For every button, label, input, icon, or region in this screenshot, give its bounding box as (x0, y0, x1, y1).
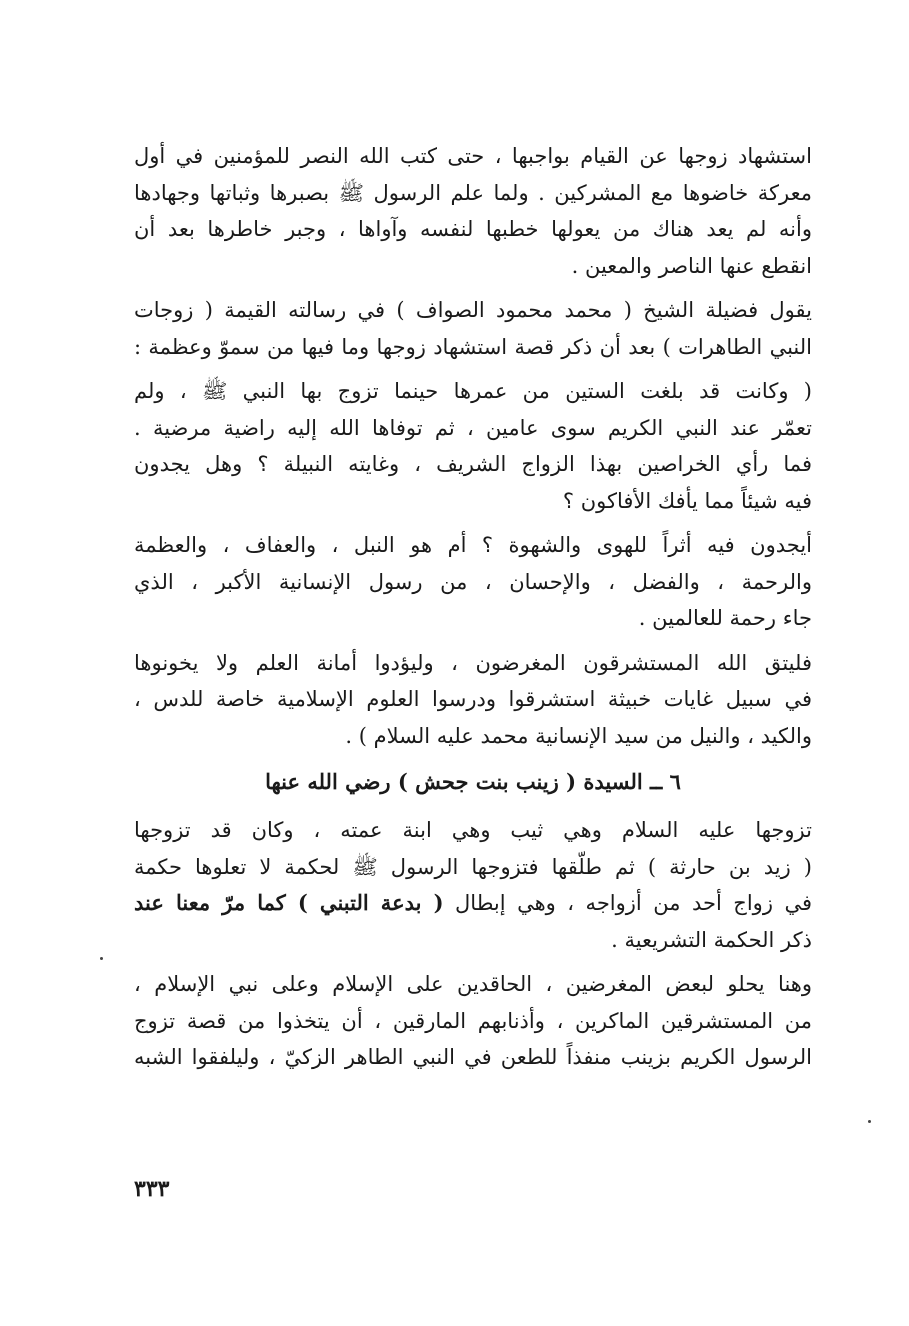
text-line: يقول فضيلة الشيخ ( محمد محمود الصواف ) في رسالته القيمة ( زوجات (134, 298, 812, 322)
text-line: جاء رحمة للعالمين . (638, 606, 812, 630)
text-line: والكيد ، والنيل من سيد الإنسانية محمد عليه السلام ) . (345, 723, 812, 748)
text-line: الرسول الكريم بزينب منفذاً للطعن في النبي الطاهر الزكيّ ، وليلفقوا الشبه (134, 1045, 812, 1069)
text-line (134, 885, 812, 922)
page-number: ٣٣٣ (134, 1176, 170, 1202)
paragraph-5 (134, 645, 812, 755)
paragraph-3 (134, 373, 812, 519)
paragraph-2 (134, 292, 812, 365)
text-line: من المستشرقين الماكرين ، وأذنابهم المارقين ، أن يتخذوا من قصة تزوج (134, 1008, 812, 1033)
paragraph-7 (134, 966, 812, 1076)
text-line: فيه شيئاً مما يأفك الأفاكون ؟ (562, 488, 812, 513)
text-line: معركة خاضوها مع المشركين . ولما علم الرسول ﷺ بصبرها وثباتها وجهادها (134, 180, 812, 205)
text-line: استشهاد زوجها عن القيام بواجبها ، حتى كتب الله النصر للمؤمنين في أول (134, 144, 812, 168)
text-line: ( زيد بن حارثة ) ثم طلّقها فتزوجها الرسول ﷺ لحكمة لا تعلوها حكمة (134, 854, 812, 879)
paragraph-1 (134, 138, 812, 284)
bold-fragment: ( بدعة التبني ) كما مرّ معنا عند (134, 890, 444, 915)
text-line: فما رأي الخراصين بهذا الزواج الشريف ، وغايته النبيلة ؟ وهل يجدون (134, 452, 812, 476)
text-line: النبي الطاهرات ) بعد أن ذكر قصة استشهاد زوجها وما فيها من سموّ وعظمة : (134, 334, 812, 359)
text-line: والرحمة ، والفضل ، والإحسان ، من رسول الإنسانية الأكبر ، الذي (134, 569, 812, 594)
paragraph-6 (134, 812, 812, 958)
text-line: فليتق الله المستشرقون المغرضون ، وليؤدوا أمانة العلم ولا يخونوها (134, 650, 812, 675)
text-fragment: في زواج أحد من أزواجه ، وهي إبطال (455, 891, 812, 915)
text-line: انقطع عنها الناصر والمعين . (571, 253, 812, 278)
text-line: تزوجها عليه السلام وهي ثيب وهي ابنة عمته ، وكان قد تزوجها (134, 818, 812, 842)
text-line: وهنا يحلو لبعض المغرضين ، الحاقدين على الإسلام وعلى نبي الإسلام ، (134, 972, 812, 996)
text-line: في سبيل غايات خبيثة استشرقوا ودرسوا العلوم الإسلامية خاصة للدس ، (134, 687, 812, 711)
scan-speck (868, 1120, 871, 1123)
text-line: وأنه لم يعد هناك من يعولها خطبها لنفسه وآواها ، وجبر خاطرها بعد أن (134, 217, 812, 241)
paragraph-4 (134, 527, 812, 637)
text-line: تعمّر عند النبي الكريم سوى عامين ، ثم توفاها الله إليه راضية مرضية . (134, 415, 812, 440)
text-line: ذكر الحكمة التشريعية . (611, 927, 812, 952)
scan-speck (100, 957, 103, 960)
text-line: أيجدون فيه أثراً للهوى والشهوة ؟ أم هو النبل ، والعفاف ، والعظمة (134, 533, 812, 557)
section-heading: ٦ ــ السيدة ( زينب بنت جحش ) رضي الله عنها (265, 769, 681, 794)
page-body (134, 138, 812, 1084)
text-line: ( وكانت قد بلغت الستين من عمرها حينما تزوج بها النبي ﷺ ، ولم (134, 379, 812, 403)
